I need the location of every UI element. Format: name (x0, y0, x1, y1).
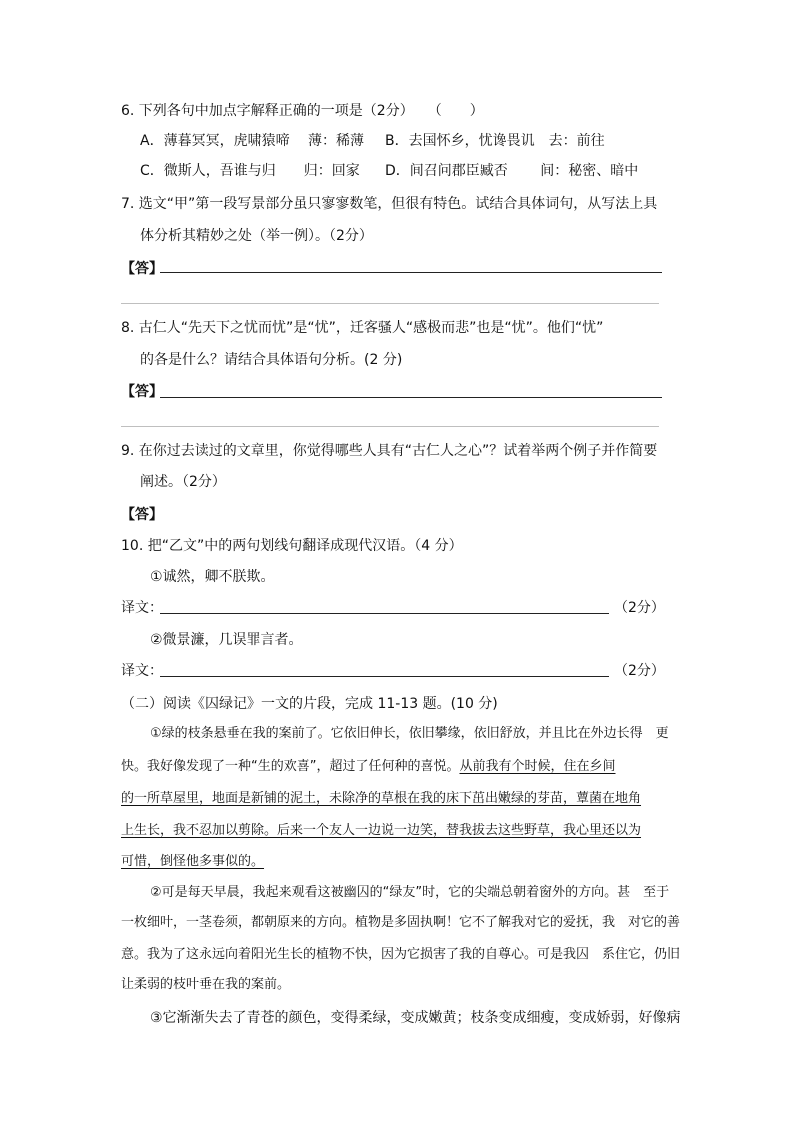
q10-translate-label-2: 译文： (121, 663, 163, 679)
q7-answer-label: 【答】 (121, 261, 163, 277)
passage-p1-line2a: 快。我好像发现了一种“生的欢喜”，超过了任何种的喜悦。 (121, 759, 460, 774)
q8-answer-line[interactable] (160, 397, 662, 398)
q7-answer-line-2[interactable] (121, 303, 659, 304)
q8-line2: 的各是什么？请结合具体语句分析。(2 分) (140, 352, 403, 368)
passage-underlined-1: 从前我有个时候，住在乡间 (459, 759, 616, 774)
passage-p1-line1: ①绿的枝条悬垂在我的案前了。它依旧伸长，依旧攀缘，依旧舒放，并且比在外边长得 更 (150, 726, 669, 741)
q9-line1: 9. 在你过去读过的文章里，你觉得哪些人具有“古仁人之心”？试着举两个例子并作简要 (121, 443, 658, 459)
passage-p2-line2: 一枚细叶，一茎卷须，都朝原来的方向。植物是多固执啊！它不了解我对它的爱抚，我 对它的善 (121, 915, 681, 930)
q8-line1: 8. 古仁人“先天下之忧而忧”是“忧”，迁客骚人“感极而悲”也是“忧”。他们“忧” (121, 320, 604, 336)
q10-sentence-1: ①诚然，卿不朕欺。 (150, 569, 275, 585)
q6-option-b: B．去国怀乡，忧谗畏讥 去：前往 (385, 133, 605, 149)
passage-p3-line1: ③它渐渐失去了青苍的颜色，变得柔绿，变成嫩黄；枝条变成细瘦，变成娇弱，好像病 (150, 1010, 681, 1026)
q6-stem: 6. 下列各句中加点字解释正确的一项是（2分） （ ） (121, 103, 484, 119)
q10-translate-label-1: 译文： (121, 600, 163, 616)
q10-stem: 10. 把“乙文”中的两句划线句翻译成现代汉语。（4 分） (121, 538, 463, 554)
q10-translate-line-2[interactable] (160, 676, 609, 677)
passage-p1-line5: 可惜，倒怪他多事似的。 (121, 854, 265, 869)
q7-line2: 体分析其精妙之处（举一例）。（2分） (140, 228, 373, 244)
q9-answer-label: 【答】 (121, 507, 163, 523)
q10-translate-line-1[interactable] (160, 613, 609, 614)
q6-option-a: A．薄暮冥冥，虎啸猿啼 薄：稀薄 (140, 133, 365, 149)
passage-p2-line1: ②可是每天早晨，我起来观看这被幽囚的“绿友”时，它的尖端总朝着窗外的方向。甚 至于 (150, 885, 670, 900)
q10-points-1: （2分） (614, 600, 665, 616)
q8-answer-line-2[interactable] (121, 426, 659, 427)
passage-p1-line3: 的一所草屋里，地面是新铺的泥土，未除净的草根在我的床下茁出嫩绿的芽苗，蕈菌在地角 (121, 791, 642, 806)
q9-line2: 阐述。（2分） (140, 474, 226, 490)
q8-answer-label: 【答】 (121, 384, 163, 400)
section2-title: （二）阅读《囚绿记》一文的片段，完成 11-13 题。(10 分) (121, 696, 498, 712)
q7-answer-line[interactable] (160, 272, 662, 273)
passage-p2-line4: 让柔弱的枝叶垂在我的案前。 (121, 977, 291, 992)
passage-p1-line4: 上生长，我不忍加以剪除。后来一个友人一边说一边笑，替我拔去这些野草，我心里还以为 (121, 823, 642, 838)
q6-option-c: C．微斯人，吾谁与归 归：回家 (140, 163, 360, 179)
q10-points-2: （2分） (614, 663, 665, 679)
q7-line1: 7. 选文“甲”第一段写景部分虽只寥寥数笔，但很有特色。试结合具体词句，从写法上具 (121, 196, 658, 212)
q10-sentence-2: ②微景濂，几误罪言者。 (150, 632, 303, 648)
passage-p1-line2 (121, 757, 616, 777)
q6-option-d: D．间召问郡臣臧否 间：秘密、暗中 (385, 163, 639, 179)
passage-p2-line3: 意。我为了这永远向着阳光生长的植物不快，因为它损害了我的自尊心。可是我囚 系住它，仍旧 (121, 947, 681, 962)
